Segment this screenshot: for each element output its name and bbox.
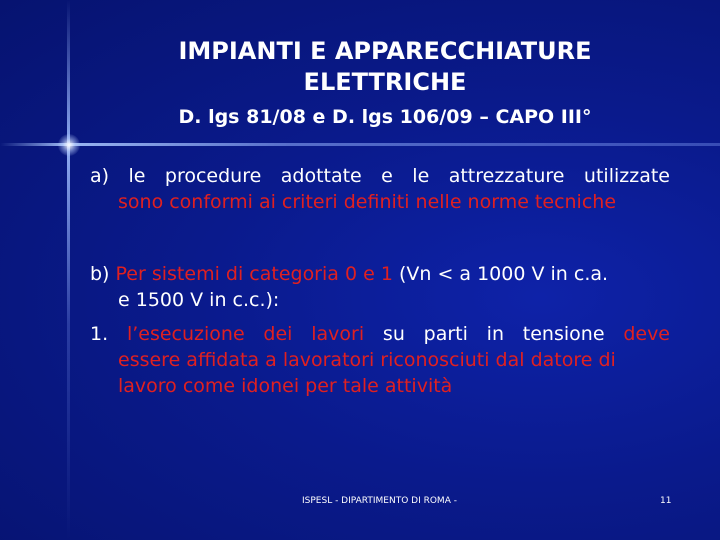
footer-center: ISPESL - DIPARTIMENTO DI ROMA - <box>302 496 457 506</box>
paragraph-b-line1 <box>90 261 670 287</box>
list-item-1-line3: lavoro come idonei per tale attività <box>118 375 453 397</box>
slide-subtitle: D. lgs 81/08 e D. lgs 106/09 – CAPO III° <box>178 106 592 128</box>
list-item-1-line1 <box>90 321 670 347</box>
slide-title: IMPIANTI E APPARECCHIATURE ELETTRICHE <box>178 37 592 96</box>
paragraph-b <box>90 261 670 313</box>
decorative-vertical-light <box>67 0 70 540</box>
paragraph-b-line2: e 1500 V in c.c.): <box>118 289 280 311</box>
paragraph-a-line2: sono conformi ai criteri definiti nelle norme tecniche <box>118 191 617 213</box>
list-item-1-red-start: l’esecuzione dei lavori <box>126 323 365 345</box>
paragraph-a-marker: a) <box>90 165 110 187</box>
list-item-1-marker: 1. <box>90 323 109 345</box>
page-number: 11 <box>660 496 672 506</box>
paragraph-a-line1 <box>90 163 670 189</box>
paragraph-a <box>90 163 670 215</box>
list-item-1-red-end: deve <box>623 323 670 345</box>
paragraph-b-text-red: Per sistemi di categoria 0 e 1 <box>115 263 393 285</box>
list-item-1-white-mid: su parti in tensione <box>382 323 605 345</box>
paragraph-a-text-white: le procedure adottate e le attrezzature utilizzate <box>128 165 670 187</box>
paragraph-b-text-white: (Vn < a 1000 V in c.a. <box>398 263 609 285</box>
list-item-1-line2: essere affidata a lavoratori riconosciuti dal datore di <box>118 349 616 371</box>
decorative-star-icon <box>58 134 80 156</box>
list-item-1 <box>90 321 670 399</box>
decorative-horizontal-light <box>0 143 720 146</box>
paragraph-b-marker: b) <box>90 263 110 285</box>
